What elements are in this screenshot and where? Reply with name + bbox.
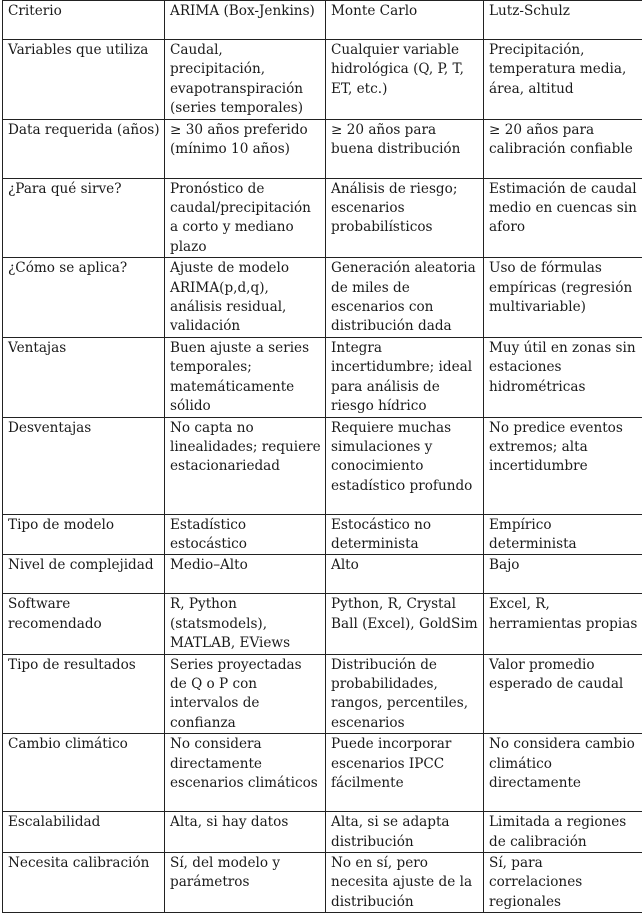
monte-carlo-cell: ≥ 20 años para buena distribución [326,119,484,178]
arima-cell: R, Python (statsmodels), MATLAB, EViews [165,594,326,654]
header-criterio: Criterio [3,1,165,40]
monte-carlo-cell: Generación aleatoria de miles de escenarios con distribución dada [326,258,484,338]
arima-cell: Caudal, precipitación, evapotranspiración (series temporales) [165,40,326,120]
lutz-schulz-cell: Bajo [484,555,642,594]
table-row [3,734,642,812]
lutz-schulz-cell: Empírico determinista [484,514,642,555]
lutz-schulz-cell: Excel, R, herramientas propias [484,594,642,654]
lutz-schulz-cell: No considera cambio climático directamente [484,734,642,812]
lutz-schulz-cell: Sí, para correlaciones regionales [484,852,642,912]
monte-carlo-cell: Requiere muchas simulaciones y conocimiento estadístico profundo [326,417,484,514]
monte-carlo-cell: Análisis de riesgo; escenarios probabilísticos [326,178,484,258]
row-criterion-cell: Escalabilidad [3,812,165,853]
table-row [3,555,642,594]
monte-carlo-cell: Puede incorporar escenarios IPCC fácilmente [326,734,484,812]
table-row [3,514,642,555]
row-criterion-cell: Necesita calibración [3,852,165,912]
row-criterion-cell: Software recomendado [3,594,165,654]
monte-carlo-cell: No en sí, pero necesita ajuste de la distribución [326,852,484,912]
lutz-schulz-cell: ≥ 20 años para calibración confiable [484,119,642,178]
arima-cell: No capta no linealidades; requiere estacionariedad [165,417,326,514]
table-row [3,178,642,258]
table-row [3,337,642,417]
monte-carlo-cell: Distribución de probabilidades, rangos, percentiles, escenarios [326,654,484,734]
monte-carlo-cell: Cualquier variable hidrológica (Q, P, T, ET, etc.) [326,40,484,120]
row-criterion-cell: ¿Cómo se aplica? [3,258,165,338]
row-criterion-cell: Tipo de resultados [3,654,165,734]
monte-carlo-cell: Estocástico no determinista [326,514,484,555]
lutz-schulz-cell: Muy útil en zonas sin estaciones hidrométricas [484,337,642,417]
row-criterion-cell: ¿Para qué sirve? [3,178,165,258]
arima-cell: Estadístico estocástico [165,514,326,555]
arima-cell: Ajuste de modelo ARIMA(p,d,q), análisis residual, validación [165,258,326,338]
row-criterion-cell: Variables que utiliza [3,40,165,120]
row-criterion-cell: Tipo de modelo [3,514,165,555]
lutz-schulz-cell: Precipitación, temperatura media, área, altitud [484,40,642,120]
table-row [3,40,642,120]
table-row [3,852,642,912]
lutz-schulz-cell: Limitada a regiones de calibración [484,812,642,853]
row-criterion-cell: Data requerida (años) [3,119,165,178]
header-lutz-schulz: Lutz-Schulz [484,1,642,40]
monte-carlo-cell: Alta, si se adapta distribución [326,812,484,853]
arima-cell: Alta, si hay datos [165,812,326,853]
arima-cell: Pronóstico de caudal/precipitación a corto y mediano plazo [165,178,326,258]
header-arima: ARIMA (Box-Jenkins) [165,1,326,40]
arima-cell: ≥ 30 años preferido (mínimo 10 años) [165,119,326,178]
row-criterion-cell: Nivel de complejidad [3,555,165,594]
lutz-schulz-cell: Uso de fórmulas empíricas (regresión multivariable) [484,258,642,338]
table-row [3,654,642,734]
arima-cell: Buen ajuste a series temporales; matemáticamente sólido [165,337,326,417]
monte-carlo-cell: Python, R, Crystal Ball (Excel), GoldSim [326,594,484,654]
arima-cell: Series proyectadas de Q o P con intervalos de confianza [165,654,326,734]
table-row [3,594,642,654]
lutz-schulz-cell: Estimación de caudal medio en cuencas sin aforo [484,178,642,258]
row-criterion-cell: Cambio climático [3,734,165,812]
lutz-schulz-cell: Valor promedio esperado de caudal [484,654,642,734]
table-row [3,119,642,178]
lutz-schulz-cell: No predice eventos extremos; alta incertidumbre [484,417,642,514]
row-criterion-cell: Ventajas [3,337,165,417]
header-monte-carlo: Monte Carlo [326,1,484,40]
arima-cell: Sí, del modelo y parámetros [165,852,326,912]
monte-carlo-cell: Integra incertidumbre; ideal para análisis de riesgo hídrico [326,337,484,417]
comparison-table [2,0,642,913]
table-row [3,417,642,514]
table-row [3,812,642,853]
monte-carlo-cell: Alto [326,555,484,594]
table-row [3,258,642,338]
row-criterion-cell: Desventajas [3,417,165,514]
arima-cell: No considera directamente escenarios climáticos [165,734,326,812]
arima-cell: Medio–Alto [165,555,326,594]
header-row [3,1,642,40]
